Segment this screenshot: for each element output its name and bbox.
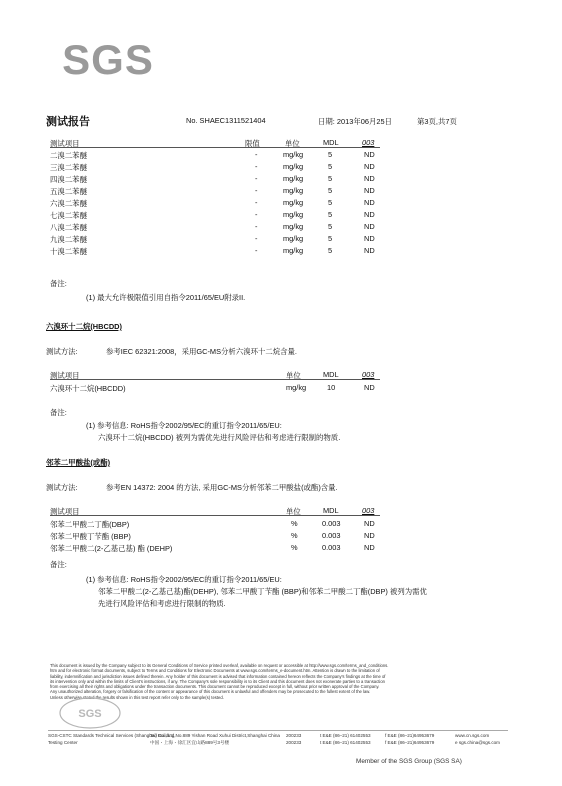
disclaimer-line: Unless otherwise stated the results shown in this test report refer only to the sample(s) tested. xyxy=(50,694,224,700)
cell-item: 十溴二苯醚 xyxy=(50,247,87,256)
cell-result: ND xyxy=(364,210,375,219)
table-row xyxy=(0,186,562,198)
footer-fax: f E&E (86–21)64953679 xyxy=(385,740,435,745)
method-label: 测试方法: xyxy=(46,483,78,492)
cell-result: ND xyxy=(364,198,375,207)
cell-mdl: 5 xyxy=(328,234,333,243)
header-mdl: MDL xyxy=(323,506,339,515)
table-row xyxy=(0,150,562,162)
cell-unit: mg/kg xyxy=(283,222,304,231)
table-header xyxy=(0,138,562,150)
cell-mdl: 5 xyxy=(328,186,333,195)
footer-zip: 200233 xyxy=(286,740,302,745)
note-text: (1) 最大允许极限值引用自指令2011/65/EU附录II. xyxy=(86,293,246,302)
cell-unit: mg/kg xyxy=(283,174,304,183)
cell-item: 邻苯二甲酸二(2-乙基己基) 酯 (DEHP) xyxy=(50,544,173,553)
footer-tel: t E&E (86–21) 61402553 xyxy=(320,740,371,745)
header-test-item: 测试项目 xyxy=(50,139,80,148)
svg-text:SGS: SGS xyxy=(78,708,102,720)
table-row xyxy=(0,174,562,186)
table-row xyxy=(0,246,562,258)
cell-limit: - xyxy=(255,246,258,255)
cell-mdl: 5 xyxy=(328,210,333,219)
header-unit: 单位 xyxy=(286,507,301,516)
cell-result: ND xyxy=(364,222,375,231)
cell-item: 八溴二苯醚 xyxy=(50,223,87,232)
header-rule xyxy=(50,147,380,148)
cell-unit: mg/kg xyxy=(283,234,304,243)
disclaimer-line: from exercising all their rights and obligations under the transaction documents. This document cannot be reproduced except in full, without prior written approval of the Company. xyxy=(50,684,380,690)
note-text: 邻苯二甲酸二(2-乙基己基)酯(DEHP), 邻苯二甲酸丁苄酯 (BBP)和邻苯二甲酸二丁酯(DBP) 被列为需优 xyxy=(98,587,427,596)
svg-text:SGS: SGS xyxy=(62,36,154,83)
cell-result: ND xyxy=(364,150,375,159)
footer-zip: 200233 xyxy=(286,733,302,738)
notes-label: 备注: xyxy=(50,560,67,569)
cell-limit: - xyxy=(255,150,258,159)
cell-item: 五溴二苯醚 xyxy=(50,187,87,196)
footer-website[interactable]: www.cn.sgs.com xyxy=(455,733,490,738)
section-title: 邻苯二甲酸盐(或酯) xyxy=(46,458,111,467)
header-test-item: 测试项目 xyxy=(50,371,80,380)
footer-member: Member of the SGS Group (SGS SA) xyxy=(356,758,462,765)
note-text: 先进行风险评估和考虑进行限制的物质. xyxy=(98,599,226,608)
table-row xyxy=(0,210,562,222)
header-test-item: 测试项目 xyxy=(50,507,80,516)
cell-mdl: 5 xyxy=(328,198,333,207)
cell-unit: mg/kg xyxy=(286,383,307,392)
header-mdl: MDL xyxy=(323,370,339,379)
cell-result: ND xyxy=(364,174,375,183)
phthalates-table xyxy=(0,506,562,556)
section-title: 六溴环十二烷(HBCDD) xyxy=(46,322,122,331)
method-label: 测试方法: xyxy=(46,347,78,356)
cell-item: 六溴二苯醚 xyxy=(50,199,87,208)
header-unit: 单位 xyxy=(285,139,300,148)
footer-company-sub: Testing Center xyxy=(48,740,78,745)
header-rule xyxy=(50,515,380,516)
cell-mdl: 0.003 xyxy=(322,543,341,552)
cell-unit: mg/kg xyxy=(283,210,304,219)
header-mdl: MDL xyxy=(323,138,339,147)
table-row xyxy=(0,162,562,174)
cell-mdl: 5 xyxy=(328,222,333,231)
cell-mdl: 10 xyxy=(327,383,336,392)
cell-unit: % xyxy=(291,531,298,540)
cell-result: ND xyxy=(364,234,375,243)
notes-label: 备注: xyxy=(50,279,67,288)
cell-mdl: 5 xyxy=(328,174,333,183)
cell-unit: % xyxy=(291,543,298,552)
footer-rule xyxy=(48,730,508,731)
report-date: 日期: 2013年06月25日 xyxy=(318,117,392,126)
notes-label: 备注: xyxy=(50,408,67,417)
cell-item: 邻苯二甲酸二丁酯(DBP) xyxy=(50,520,130,529)
header-unit: 单位 xyxy=(286,371,301,380)
cell-limit: - xyxy=(255,234,258,243)
cell-result: ND xyxy=(364,531,375,540)
cell-item: 七溴二苯醚 xyxy=(50,211,87,220)
note-text: (1) 参考信息: RoHS指令2002/95/EC的重订指令2011/65/EU: xyxy=(86,575,282,584)
cell-unit: mg/kg xyxy=(283,162,304,171)
cell-result: ND xyxy=(364,162,375,171)
note-text: 六溴环十二烷(HBCDD) 被列为需优先进行风险评估和考虑进行限制的物质. xyxy=(98,433,341,442)
cell-unit: mg/kg xyxy=(283,198,304,207)
disclaimer-line: This document is issued by the Company subject to its General Conditions of Service printed overleaf, available on request or accessible at http://www.sgs.com/terms_and_conditions. xyxy=(50,663,389,668)
note-text: (1) 参考信息: RoHS指令2002/95/EC的重订指令2011/65/EU: xyxy=(86,421,282,430)
cell-mdl: 0.003 xyxy=(322,519,341,528)
cell-item: 三溴二苯醚 xyxy=(50,163,87,172)
footer-fax: f E&E (86–21)64953679 xyxy=(385,733,435,738)
disclaimer-line: liability, indemnification and jurisdiction issues defined therein. Any holder of this document is advised that information contained hereon reflects the Company's findings at the time of xyxy=(50,673,386,679)
disclaimer-line: Any unauthorized alteration, forgery or falsification of the content or appearance of this document is unlawful and offenders may be prosecuted to the fullest extent of the law. xyxy=(50,689,371,695)
header-sample: 003 xyxy=(362,138,375,147)
cell-unit: % xyxy=(291,519,298,528)
table-row xyxy=(0,234,562,246)
disclaimer-line: its intervention only and within the limits of Client's instructions, if any. The Company's sole responsibility is to its Client and this document does not exonerate parties to a transaction xyxy=(50,678,385,684)
cell-unit: mg/kg xyxy=(283,186,304,195)
sgs-seal xyxy=(58,696,122,730)
header-rule xyxy=(50,379,380,380)
cell-limit: - xyxy=(255,186,258,195)
hbcdd-table xyxy=(0,370,562,396)
page-indicator: 第3页,共7页 xyxy=(417,117,457,126)
cell-mdl: 5 xyxy=(328,162,333,171)
cell-limit: - xyxy=(255,162,258,171)
cell-result: ND xyxy=(364,519,375,528)
footer-address-cn: 中国・上海・徐汇区宜山路889号3号楼 xyxy=(150,740,230,745)
footer-email[interactable]: e sgs.china@sgs.com xyxy=(455,740,501,745)
cell-limit: - xyxy=(255,174,258,183)
table-row xyxy=(0,198,562,210)
header-sample: 003 xyxy=(362,506,375,515)
header-limit: 限值 xyxy=(245,139,260,148)
cell-limit: - xyxy=(255,198,258,207)
cell-mdl: 0.003 xyxy=(322,531,341,540)
cell-result: ND xyxy=(364,543,375,552)
cell-unit: mg/kg xyxy=(283,150,304,159)
cell-mdl: 5 xyxy=(328,246,333,255)
cell-result: ND xyxy=(364,383,375,392)
report-number: No. SHAEC1311521404 xyxy=(186,116,266,125)
method-text: 参考EN 14372: 2004 的方法, 采用GC-MS分析邻苯二甲酸盐(或酯)含量. xyxy=(106,483,338,492)
cell-limit: - xyxy=(255,222,258,231)
cell-item: 六溴环十二烷(HBCDD) xyxy=(50,384,126,393)
footer-company: SGS-CSTC Standards Technical Services (Shanghai) Co., Ltd. xyxy=(48,733,176,738)
cell-item: 九溴二苯醚 xyxy=(50,235,87,244)
cell-limit: - xyxy=(255,210,258,219)
cell-mdl: 5 xyxy=(328,150,333,159)
cell-item: 四溴二苯醚 xyxy=(50,175,87,184)
report-title: 测试报告 xyxy=(46,116,90,128)
method-text: 参考IEC 62321:2008，采用GC-MS分析六溴环十二烷含量. xyxy=(106,347,297,356)
cell-item: 二溴二苯醚 xyxy=(50,151,87,160)
header-sample: 003 xyxy=(362,370,375,379)
cell-result: ND xyxy=(364,246,375,255)
footer-tel: t E&E (86–21) 61402553 xyxy=(320,733,371,738)
footer-address-en: 3rd Building,No.889 Yishan Road Xuhui District,Shanghai China xyxy=(150,733,280,738)
table-row xyxy=(0,222,562,234)
cell-item: 邻苯二甲酸丁苄酯 (BBP) xyxy=(50,532,131,541)
terms-disclaimer xyxy=(50,663,502,700)
disclaimer-line: htm and for electronic format documents, subject to Terms and Conditions for Electronic Documents at www.sgs.com/terms_e-document.htm. Attention is drawn to the limitation of xyxy=(50,668,380,674)
pbde-table xyxy=(0,138,562,268)
cell-result: ND xyxy=(364,186,375,195)
cell-unit: mg/kg xyxy=(283,246,304,255)
sgs-logo xyxy=(62,30,154,88)
